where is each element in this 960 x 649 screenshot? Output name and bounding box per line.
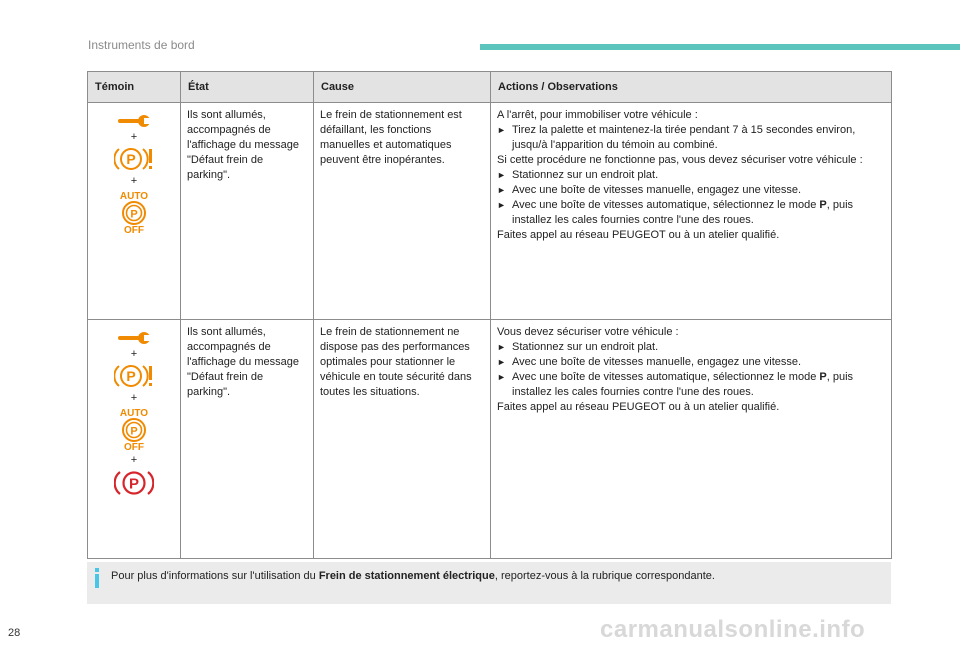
section-accent-bar [480, 44, 960, 50]
actions-intro: A l'arrêt, pour immobiliser votre véhicule : [497, 109, 698, 121]
p-letter: P [128, 475, 140, 493]
etat-cell: Ils sont allumés, accompagnés de l'affichage du message "Défaut frein de parking". [181, 103, 314, 320]
arrow-icon: ► [497, 170, 506, 180]
etat-cell: Ils sont allumés, accompagnés de l'affichage du message "Défaut frein de parking". [181, 320, 314, 559]
temoin-cell [88, 103, 181, 320]
p-letter: P [126, 151, 136, 167]
arrow-icon: ► [497, 372, 506, 382]
temoin-cell [88, 320, 181, 559]
auto-label: AUTO [119, 408, 149, 419]
wrench-icon [117, 330, 151, 346]
table-row [88, 103, 892, 320]
list-item: ► Avec une boîte de vitesses manuelle, engagez une vitesse. [497, 356, 802, 368]
cause-cell: Le frein de stationnement est défaillant, les fonctions manuelles et automatiques peuvent être inopérantes. [314, 103, 491, 320]
info-icon [94, 568, 100, 588]
parking-brake-fault-icon [114, 145, 154, 173]
actions-cell [491, 103, 892, 320]
p-letter: P [130, 425, 138, 438]
wrench-icon [117, 113, 151, 129]
arrow-icon: ► [497, 125, 506, 135]
list-item: ► Tirez la palette et maintenez-la tirée pendant 7 à 15 secondes environ, jusqu/à l'apparition du témoin au combiné. [497, 124, 856, 151]
header-temoin: Témoin [88, 72, 181, 103]
page-number: 28 [8, 627, 21, 639]
parking-brake-icon [114, 468, 154, 498]
info-text: Pour plus d'informations sur l'utilisation du Frein de stationnement électrique, reportez-vous à la rubrique correspondante. [111, 570, 715, 582]
actions-middle: Si cette procédure ne fonctionne pas, vous devez sécuriser votre véhicule : [497, 154, 863, 166]
plus-sign: + [130, 454, 138, 466]
table-row [88, 320, 892, 559]
plus-sign: + [130, 175, 138, 187]
auto-label: AUTO [119, 191, 149, 202]
list-item: ► Stationnez sur un endroit plat. [497, 169, 659, 181]
auto-park-off-icon [116, 189, 152, 235]
list-item: ► Stationnez sur un endroit plat. [497, 341, 659, 353]
section-title: Instruments de bord [88, 38, 195, 52]
off-label: OFF [124, 225, 144, 235]
arrow-icon: ► [497, 357, 506, 367]
p-letter: P [126, 368, 136, 384]
header-etat: État [181, 72, 314, 103]
p-letter: P [130, 208, 138, 221]
plus-sign: + [130, 348, 138, 360]
table-header-row [88, 72, 892, 103]
cause-cell: Le frein de stationnement ne dispose pas des performances optimales pour stationner le véhicule en toute sécurité dans toutes les situations. [314, 320, 491, 559]
list-item: ► Avec une boîte de vitesses automatique, sélectionnez le mode P, puis installez les cales fournies contre l'une des roues. [497, 371, 854, 398]
auto-park-off-icon [116, 406, 152, 452]
off-label: OFF [124, 442, 144, 452]
actions-intro: Vous devez sécuriser votre véhicule : [497, 326, 679, 338]
parking-brake-fault-icon [114, 362, 154, 390]
header-cause: Cause [314, 72, 491, 103]
info-link-text: Frein de stationnement électrique [318, 570, 495, 582]
warning-lights-table [87, 71, 892, 559]
actions-cell [491, 320, 892, 559]
info-note [87, 562, 891, 604]
arrow-icon: ► [497, 342, 506, 352]
watermark: carmanualsonline.info [600, 616, 866, 643]
list-item: ► Avec une boîte de vitesses automatique, sélectionnez le mode P, puis installez les cales fournies contre l'une des roues. [497, 199, 854, 226]
list-item: ► Avec une boîte de vitesses manuelle, engagez une vitesse. [497, 184, 802, 196]
plus-sign: + [130, 131, 138, 143]
header-actions: Actions / Observations [491, 72, 892, 103]
actions-outro: Faites appel au réseau PEUGEOT ou à un atelier qualifié. [497, 229, 780, 241]
plus-sign: + [130, 392, 138, 404]
arrow-icon: ► [497, 185, 506, 195]
arrow-icon: ► [497, 200, 506, 210]
actions-outro: Faites appel au réseau PEUGEOT ou à un atelier qualifié. [497, 401, 780, 413]
